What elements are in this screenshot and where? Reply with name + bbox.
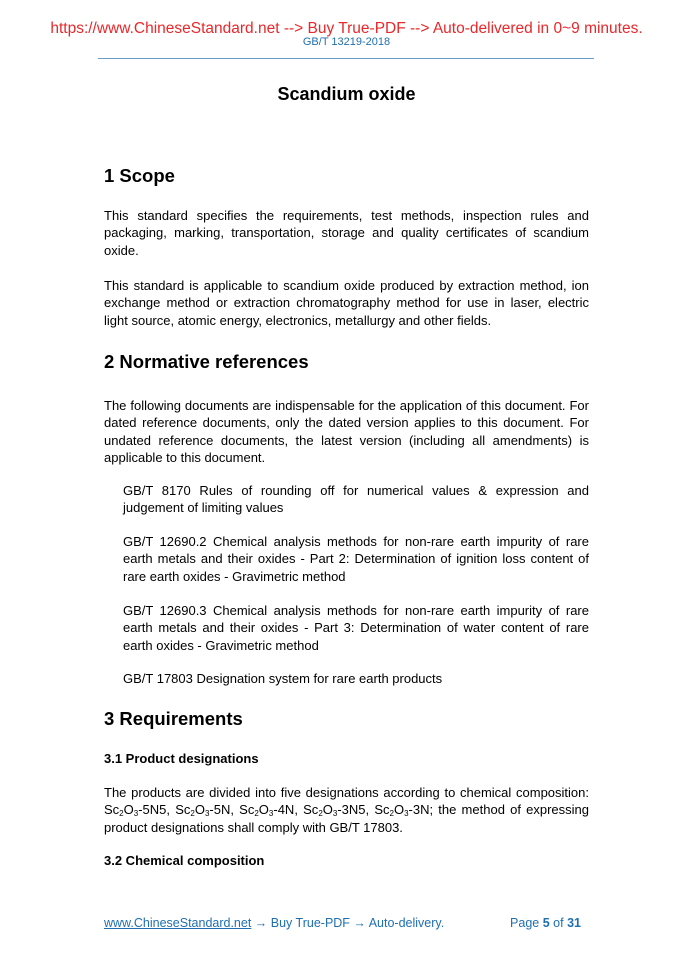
footer-link-text: → Buy True-PDF → Auto-delivery.	[251, 916, 445, 930]
designations-text-after: ; the method of expressing product designations shall comply with GB/T 17803.	[104, 802, 590, 835]
designation-item: $Sc_2O_3-4N$	[239, 802, 295, 819]
references-intro: The following documents are indispensable for the application of this document. For dated reference documents, only the dated version applies to this document. For undated reference documents, the latest version (including all amendments) is applicable to this document.	[104, 398, 589, 466]
reference-item: GB/T 17803 Designation system for rare earth products	[123, 671, 443, 686]
designations-text-before: The products are divided into five designations according to chemical composition:	[104, 785, 589, 800]
designation-item: $Sc_2O_3-5N5$	[104, 802, 167, 819]
footer-purchase-link[interactable]	[104, 916, 444, 930]
total-pages: 31	[567, 916, 581, 930]
header-divider	[98, 58, 594, 59]
subsection-heading-composition: 3.2 Chemical composition	[104, 853, 265, 868]
designations-paragraph: The products are divided into five designations according to chemical composition: $Sc_2O_3-5N5$, $Sc_2O_3-5N$, $Sc_2O_3-4N$, $Sc_2O_3-3N5$, $Sc_2O_3-3N$; the method of expressing product designations shall comply with GB/T 17803.	[104, 785, 590, 835]
reference-item: GB/T 8170 Rules of rounding off for numerical values & expression and judgement of limiting values	[123, 483, 589, 516]
section-heading-requirements: 3 Requirements	[104, 708, 243, 729]
reference-item: GB/T 12690.3 Chemical analysis methods for non-rare earth impurity of rare earth metals and their oxides - Part 3: Determination of water content of rare earth oxides - Gravimetric method	[123, 603, 589, 653]
document-title: Scandium oxide	[277, 84, 416, 104]
reference-item: GB/T 12690.2 Chemical analysis methods for non-rare earth impurity of rare earth metals and their oxides - Part 2: Determination of ignition loss content of rare earth oxides - Gravimetric method	[123, 534, 589, 584]
standard-code: GB/T 13219-2018	[302, 36, 391, 48]
page-number: Page 5 of 31	[510, 916, 581, 930]
current-page: 5	[542, 916, 550, 930]
scope-paragraph-1: This standard specifies the requirements, test methods, inspection rules and packaging, marking, transportation, storage and quality certificates of scandium oxide.	[104, 208, 589, 258]
section-heading-scope: 1 Scope	[104, 165, 175, 186]
designation-item: $Sc_2O_3-3N5$	[303, 802, 366, 819]
source-banner[interactable]: https://www.ChineseStandard.net --> Buy True-PDF --> Auto-delivered in 0~9 minutes.	[50, 20, 643, 37]
scope-paragraph-2: This standard is applicable to scandium oxide produced by extraction method, ion exchange method or extraction chromatography method for use in laser, electric light source, atomic energy, electronics, metallurgy and other fields.	[104, 278, 589, 328]
subsection-heading-designations: 3.1 Product designations	[104, 751, 259, 766]
page-footer	[104, 916, 589, 932]
designation-item: $Sc_2O_3-5N$	[175, 802, 231, 819]
footer-url[interactable]: www.ChineseStandard.net	[104, 916, 252, 930]
section-heading-references: 2 Normative references	[104, 351, 309, 372]
designation-item: $Sc_2O_3-3N$	[374, 802, 430, 819]
